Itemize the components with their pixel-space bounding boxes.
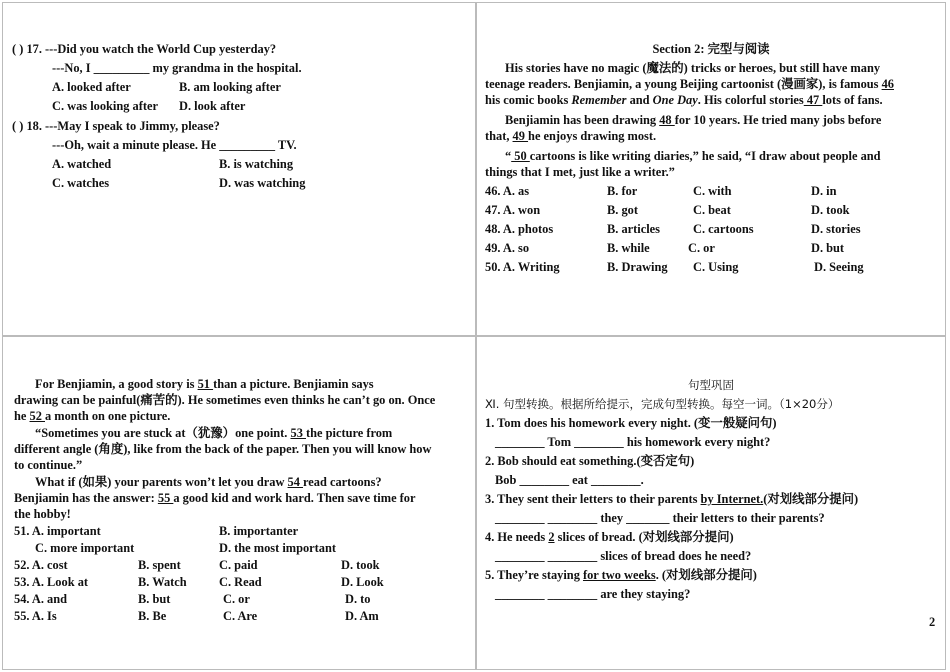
- passage-line: to continue.”: [14, 458, 83, 472]
- option-54-c: C. or: [223, 592, 250, 606]
- option-46-a: 46. A. as: [485, 184, 530, 198]
- option-47-a: 47. A. won: [485, 203, 541, 217]
- option-50-b: B. Drawing: [607, 260, 668, 274]
- passage-line: different angle (角度), like from the back of the paper. Then you will know how: [14, 442, 432, 456]
- blank-49: 49: [512, 129, 529, 143]
- option-53-c: C. Read: [219, 575, 262, 589]
- underlined-part: 2: [548, 530, 555, 544]
- q18-option-a: A. watched: [52, 157, 112, 171]
- option-50-a: 50. A. Writing: [485, 260, 560, 274]
- q17-option-c: C. was looking after: [52, 99, 159, 113]
- option-49-c: C. or: [688, 241, 715, 255]
- q17-line2: ---No, I _________ my grandma in the hospital.: [52, 61, 302, 75]
- sentence-4-answer: ________ ________ slices of bread does he need?: [495, 549, 752, 563]
- option-50-c: C. Using: [693, 260, 739, 274]
- blank-53: 53: [290, 426, 306, 440]
- cloze-line: teenage readers. Benjiamin, a young Beijing cartoonist (漫画家), is famous 46: [485, 77, 894, 91]
- underlined-part: for two weeks: [582, 568, 656, 582]
- page-number: 2: [929, 615, 936, 629]
- option-51-d: D. the most important: [219, 541, 337, 555]
- option-49-a: 49. A. so: [485, 241, 530, 255]
- option-48-a: 48. A. photos: [485, 222, 554, 236]
- option-54-d: D. to: [345, 592, 371, 606]
- cloze-line: that, 49 he enjoys drawing most.: [485, 129, 657, 143]
- q18-option-d: D. was watching: [219, 176, 306, 190]
- option-52-a: 52. A. cost: [14, 558, 68, 572]
- section-xi-title: 句型巩固: [688, 378, 734, 392]
- option-47-d: D. took: [811, 203, 850, 217]
- option-52-b: B. spent: [138, 558, 181, 572]
- q17-line1: ( ) 17. ---Did you watch the World Cup yesterday?: [12, 42, 277, 56]
- option-51-a: 51. A. important: [14, 524, 101, 538]
- option-50-d: D. Seeing: [814, 260, 864, 274]
- cloze-line: his comic books Remember and One Day. His colorful stories 47 lots of fans.: [485, 93, 883, 107]
- section-xi-instructions: Ⅺ. 句型转换。根据所给提示，完成句型转换。每空一词。（1×20分）: [485, 397, 840, 411]
- option-51-b: B. importanter: [219, 524, 299, 538]
- passage-line: he 52 a month on one picture.: [14, 409, 171, 423]
- option-53-b: B. Watch: [138, 575, 187, 589]
- blank-55: 55: [157, 491, 174, 505]
- option-46-b: B. for: [607, 184, 638, 198]
- sentence-3-answer: ________ ________ they _______ their letters to their parents?: [495, 511, 825, 525]
- q17-option-b: B. am looking after: [179, 80, 281, 94]
- passage-line: Benjiamin has the answer: 55 a good kid and work hard. Then save time for: [14, 491, 416, 505]
- cloze-line: His stories have no magic (魔法的) tricks or heroes, but still have many: [505, 61, 881, 75]
- blank-54: 54: [287, 475, 304, 489]
- panel-top-left: [2, 2, 476, 336]
- cloze-line: “ 50 cartoons is like writing diaries,” he said, “I draw about people and: [505, 149, 881, 163]
- cloze-line: Benjiamin has been drawing 48 for 10 years. He tried many jobs before: [505, 113, 882, 127]
- option-49-d: D. but: [811, 241, 845, 255]
- sentence-2: 2. Bob should eat something.(变否定句): [485, 454, 695, 468]
- option-47-b: B. got: [607, 203, 638, 217]
- passage-line: For Benjiamin, a good story is 51 than a picture. Benjiamin says: [35, 377, 374, 391]
- section2-title: Section 2: 完型与阅读: [652, 42, 770, 56]
- option-55-d: D. Am: [345, 609, 379, 623]
- sentence-4: 4. He needs 2 slices of bread. (对划线部分提问): [485, 530, 734, 544]
- blank-50: 50: [511, 149, 530, 163]
- blank-46: 46: [881, 77, 894, 91]
- option-49-b: B. while: [607, 241, 650, 255]
- sentence-3: 3. They sent their letters to their parents by Internet.(对划线部分提问): [485, 492, 859, 506]
- option-55-c: C. Are: [223, 609, 258, 623]
- panel-bottom-left: [2, 336, 476, 670]
- sentence-2-answer: Bob ________ eat ________.: [495, 473, 644, 487]
- option-53-a: 53. A. Look at: [14, 575, 89, 589]
- q18-option-c: C. watches: [52, 176, 110, 190]
- option-46-c: C. with: [693, 184, 732, 198]
- q18-line1: ( ) 18. ---May I speak to Jimmy, please?: [12, 119, 220, 133]
- option-53-d: D. Look: [341, 575, 384, 589]
- option-47-c: C. beat: [693, 203, 731, 217]
- underlined-part: by Internet.: [700, 492, 764, 506]
- sentence-1-answer: ________ Tom ________ his homework every night?: [495, 435, 771, 449]
- passage-line: What if (如果) your parents won’t let you draw 54 read cartoons?: [35, 475, 382, 489]
- option-48-d: D. stories: [811, 222, 861, 236]
- blank-48: 48: [659, 113, 675, 127]
- q17-option-a: A. looked after: [52, 80, 131, 94]
- passage-line: drawing can be painful(痛苦的). He sometimes even thinks he can’t go on. Once: [14, 393, 436, 407]
- option-48-c: C. cartoons: [693, 222, 754, 236]
- q18-option-b: B. is watching: [219, 157, 294, 171]
- option-54-b: B. but: [138, 592, 171, 606]
- sentence-5-answer: ________ ________ are they staying?: [495, 587, 691, 601]
- option-55-b: B. Be: [138, 609, 167, 623]
- option-52-c: C. paid: [219, 558, 258, 572]
- option-54-a: 54. A. and: [14, 592, 68, 606]
- blank-47: 47: [803, 93, 823, 107]
- blank-51: 51: [197, 377, 214, 391]
- q17-option-d: D. look after: [179, 99, 246, 113]
- sentence-1: 1. Tom does his homework every night. (变一般疑问句): [485, 416, 777, 430]
- panel-top-right: [476, 2, 946, 336]
- sentence-5: 5. They’re staying for two weeks. (对划线部分提问): [485, 568, 757, 582]
- option-48-b: B. articles: [607, 222, 660, 236]
- cloze-line: things that I met, just like a writer.”: [485, 165, 675, 179]
- option-46-d: D. in: [811, 184, 837, 198]
- option-51-c: C. more important: [35, 541, 135, 555]
- option-52-d: D. took: [341, 558, 380, 572]
- panel-bottom-right: [476, 336, 946, 670]
- passage-line: “Sometimes you are stuck at（犹豫）one point. 53 the picture from: [35, 426, 393, 440]
- option-55-a: 55. A. Is: [14, 609, 57, 623]
- q18-line2: ---Oh, wait a minute please. He _________ TV.: [52, 138, 297, 152]
- blank-52: 52: [29, 409, 45, 423]
- passage-line: the hobby!: [14, 507, 71, 521]
